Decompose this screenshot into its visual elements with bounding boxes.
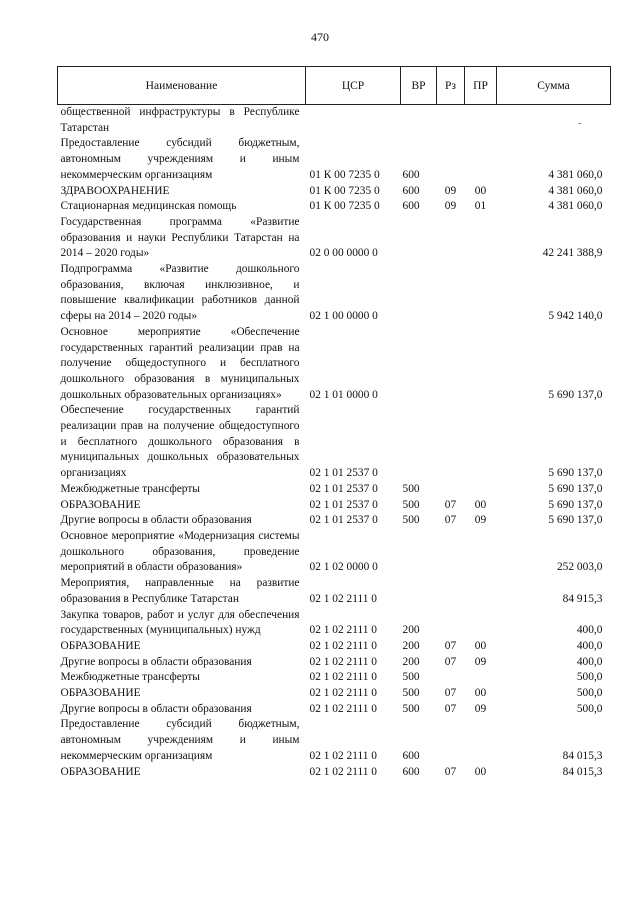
cell-pr	[465, 482, 497, 498]
cell-pr: 00	[474, 687, 487, 700]
cell-pr	[465, 670, 497, 686]
cell-vr: 200	[402, 624, 420, 637]
cell-sum: 4 381 060,0	[548, 168, 603, 181]
table-row	[58, 215, 611, 262]
cell-vr: 500	[402, 671, 420, 684]
cell-rz	[437, 576, 465, 607]
cell-vr: 500	[402, 702, 420, 715]
cell-csr: 01 К 00 7235 0	[309, 168, 380, 181]
cell-sum: 84 015,3	[562, 765, 603, 778]
cell-pr	[465, 576, 497, 607]
cell-rz	[437, 403, 465, 482]
cell-rz: 07	[444, 639, 457, 652]
cell-pr	[465, 403, 497, 482]
cell-pr: 01	[474, 200, 487, 213]
cell-sum: 400,0	[576, 624, 603, 637]
cell-sum: 42 241 388,9	[542, 247, 603, 260]
cell-rz	[437, 262, 465, 325]
table-row	[58, 262, 611, 325]
cell-name: общественной инфраструктуры в Республике Татарстан	[60, 106, 300, 134]
table-row	[58, 576, 611, 607]
cell-pr	[465, 325, 497, 404]
cell-rz: 09	[444, 200, 457, 213]
cell-name: Закупка товаров, работ и услуг для обеспечения государственных (муниципальных) нужд	[60, 608, 300, 637]
cell-rz	[437, 529, 465, 576]
cell-csr: 02 1 02 2111 0	[309, 624, 377, 637]
cell-vr: 500	[402, 498, 420, 511]
stray-mark: -	[578, 118, 582, 129]
cell-sum: 5 690 137,0	[548, 482, 603, 495]
cell-sum: 5 942 140,0	[548, 310, 603, 323]
cell-pr	[465, 529, 497, 576]
cell-csr: 02 1 02 2111 0	[309, 671, 377, 684]
table-header	[58, 67, 611, 105]
cell-sum: 5 690 137,0	[548, 498, 603, 511]
cell-pr	[465, 262, 497, 325]
cell-sum: 5 690 137,0	[548, 388, 603, 401]
cell-csr: 02 1 00 0000 0	[309, 310, 378, 323]
cell-sum: 4 381 060,0	[548, 200, 603, 213]
cell-csr: 01 К 00 7235 0	[309, 184, 380, 197]
table-row	[58, 702, 611, 718]
table-row	[58, 639, 611, 655]
cell-sum: 500,0	[576, 702, 603, 715]
table-row	[58, 765, 611, 781]
cell-pr	[465, 608, 497, 639]
cell-name: Предоставление субсидий бюджетным, автономным учреждениям и иным некоммерческим организациям	[60, 137, 300, 181]
table-row	[58, 482, 611, 498]
cell-csr: 02 1 02 2111 0	[309, 639, 377, 652]
cell-name: Стационарная медицинская помощь	[60, 200, 237, 213]
cell-vr	[401, 576, 437, 607]
cell-pr	[465, 215, 497, 262]
cell-csr: 02 1 01 2537 0	[309, 482, 378, 495]
cell-sum: 400,0	[576, 655, 603, 668]
table-row	[58, 608, 611, 639]
table-row	[58, 325, 611, 404]
cell-vr	[401, 403, 437, 482]
cell-rz	[437, 105, 465, 137]
cell-name: Обеспечение государственных гарантий реализации прав на получение общедоступного и бесплатного дошкольного образования в муниципальных дошкольных образовательных организациях	[60, 404, 300, 480]
cell-vr: 200	[402, 655, 420, 668]
cell-rz	[437, 136, 465, 183]
cell-csr: 01 К 00 7235 0	[309, 200, 380, 213]
cell-sum: 500,0	[576, 671, 603, 684]
table-row	[58, 670, 611, 686]
cell-name: ОБРАЗОВАНИЕ	[60, 765, 141, 778]
cell-pr: 00	[474, 184, 487, 197]
cell-name: Основное мероприятие «Обеспечение государственных гарантий реализации прав на получение общедоступного и бесплатного дошкольного образования в муниципальных дошкольных образовательных организациях»	[60, 325, 300, 401]
table-row	[58, 513, 611, 529]
cell-csr: 02 1 02 0000 0	[309, 561, 378, 574]
cell-sum: 4 381 060,0	[548, 184, 603, 197]
cell-vr: 600	[402, 765, 420, 778]
cell-name: Другие вопросы в области образования	[60, 702, 252, 715]
header-sum: Сумма	[497, 67, 611, 105]
cell-name: ЗДРАВООХРАНЕНИЕ	[60, 184, 170, 197]
table-row	[58, 403, 611, 482]
budget-table	[57, 66, 611, 780]
cell-rz: 07	[444, 687, 457, 700]
cell-name: Межбюджетные трансферты	[60, 671, 200, 684]
cell-csr: 02 1 02 2111 0	[309, 749, 377, 762]
cell-vr: 600	[402, 200, 420, 213]
header-vr: ВР	[401, 67, 437, 105]
cell-rz	[437, 670, 465, 686]
cell-sum: 252 003,0	[556, 561, 603, 574]
cell-pr: 00	[474, 639, 487, 652]
cell-rz: 07	[444, 765, 457, 778]
cell-name: ОБРАЗОВАНИЕ	[60, 687, 141, 700]
cell-vr: 600	[402, 749, 420, 762]
table-row	[58, 136, 611, 183]
cell-csr: 02 1 01 2537 0	[309, 467, 378, 480]
cell-csr: 02 1 02 2111 0	[309, 702, 377, 715]
cell-name: Другие вопросы в области образования	[60, 514, 252, 527]
cell-pr	[465, 717, 497, 764]
cell-csr: 02 1 02 2111 0	[309, 592, 377, 605]
table-body	[58, 105, 611, 781]
table-row	[58, 686, 611, 702]
cell-rz: 09	[444, 184, 457, 197]
cell-sum	[497, 105, 611, 137]
cell-rz: 07	[444, 655, 457, 668]
table-row	[58, 717, 611, 764]
table-row	[58, 184, 611, 200]
cell-rz: 07	[444, 514, 457, 527]
cell-pr: 09	[474, 514, 487, 527]
cell-pr	[465, 105, 497, 137]
cell-sum: 5 690 137,0	[548, 467, 603, 480]
table-row	[58, 498, 611, 514]
cell-sum: 400,0	[576, 639, 603, 652]
cell-sum: 84 015,3	[562, 749, 603, 762]
cell-name: Основное мероприятие «Модернизация системы дошкольного образования, проведение мероприятий в области образования»	[60, 529, 300, 574]
cell-sum: 84 915,3	[562, 592, 603, 605]
cell-csr: 02 0 00 0000 0	[309, 247, 378, 260]
cell-rz	[437, 717, 465, 764]
cell-rz	[437, 608, 465, 639]
cell-vr	[401, 105, 437, 137]
header-csr: ЦСР	[306, 67, 401, 105]
cell-vr: 500	[402, 514, 420, 527]
cell-sum: 500,0	[576, 687, 603, 700]
table-row	[58, 529, 611, 576]
page-number: 470	[311, 30, 329, 44]
cell-rz	[437, 482, 465, 498]
cell-vr	[401, 529, 437, 576]
cell-pr	[465, 136, 497, 183]
cell-name: ОБРАЗОВАНИЕ	[60, 639, 141, 652]
cell-csr: 02 1 01 0000 0	[309, 388, 378, 401]
cell-rz: 07	[444, 498, 457, 511]
cell-rz	[437, 325, 465, 404]
table-row	[58, 105, 611, 137]
header-rz: Рз	[437, 67, 465, 105]
cell-vr: 600	[402, 184, 420, 197]
cell-name: Другие вопросы в области образования	[60, 655, 252, 668]
cell-csr	[306, 105, 401, 137]
header-pr: ПР	[465, 67, 497, 105]
cell-vr: 600	[402, 168, 420, 181]
cell-vr: 500	[402, 687, 420, 700]
cell-csr: 02 1 02 2111 0	[309, 687, 377, 700]
cell-vr: 500	[402, 482, 420, 495]
cell-pr: 00	[474, 498, 487, 511]
cell-csr: 02 1 02 2111 0	[309, 765, 377, 778]
cell-csr: 02 1 02 2111 0	[309, 655, 377, 668]
cell-name: Предоставление субсидий бюджетным, автономным учреждениям и иным некоммерческим организациям	[60, 718, 300, 762]
cell-rz: 07	[444, 702, 457, 715]
cell-name: ОБРАЗОВАНИЕ	[60, 498, 141, 511]
header-name: Наименование	[58, 67, 306, 105]
cell-csr: 02 1 01 2537 0	[309, 514, 378, 527]
cell-pr: 09	[474, 702, 487, 715]
cell-name: Подпрограмма «Развитие дошкольного образования, включая инклюзивное, и повышение квалификации работников данной сферы на 2014 – 2020 годы»	[60, 263, 300, 323]
cell-vr	[401, 325, 437, 404]
cell-name: Государственная программа «Развитие образования и науки Республики Татарстан на 2014 – 2020 годы»	[60, 215, 300, 260]
cell-pr: 09	[474, 655, 487, 668]
cell-pr: 00	[474, 765, 487, 778]
cell-sum: 5 690 137,0	[548, 514, 603, 527]
table-row	[58, 655, 611, 671]
cell-csr: 02 1 01 2537 0	[309, 498, 378, 511]
cell-rz	[437, 215, 465, 262]
table-row	[58, 199, 611, 215]
cell-vr	[401, 262, 437, 325]
cell-vr	[401, 215, 437, 262]
cell-name: Мероприятия, направленные на развитие образования в Республике Татарстан	[60, 577, 300, 605]
cell-name: Межбюджетные трансферты	[60, 482, 200, 495]
cell-vr: 200	[402, 639, 420, 652]
